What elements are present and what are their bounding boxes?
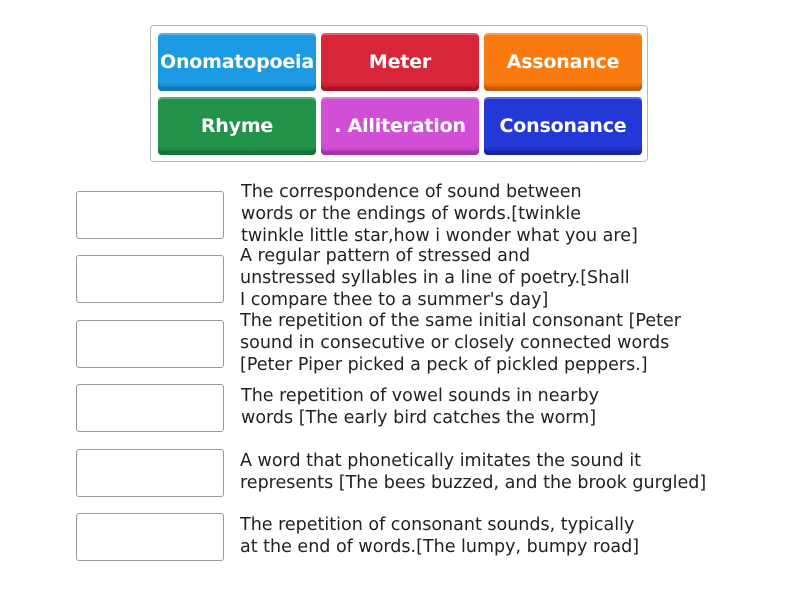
clue-4: [241, 385, 761, 429]
answer-tile-bank: [150, 25, 648, 162]
drop-slot-6[interactable]: [76, 513, 224, 561]
drop-slot-4[interactable]: [76, 384, 224, 432]
drop-slot-5[interactable]: [76, 449, 224, 497]
drop-slot-1[interactable]: [76, 191, 224, 239]
clue-1: [241, 181, 761, 247]
tile-assonance[interactable]: [484, 33, 642, 91]
tile-onomatopoeia[interactable]: [158, 33, 316, 91]
tile-label: Assonance: [506, 51, 620, 73]
tile-rhyme[interactable]: [158, 97, 316, 155]
clue-5: [240, 450, 760, 494]
tile-meter[interactable]: [321, 33, 479, 91]
clue-line: The repetition of the same initial consonant [Peter: [240, 311, 681, 331]
tile-label: . Alliteration: [334, 115, 466, 137]
tile-label: Consonance: [499, 115, 627, 137]
tile-label: Onomatopoeia: [160, 51, 314, 73]
clue-line: A regular pattern of stressed and: [240, 246, 531, 266]
drop-slot-2[interactable]: [76, 255, 224, 303]
clue-3: [240, 310, 760, 376]
clue-6: [240, 514, 760, 558]
tile-alliteration[interactable]: [321, 97, 479, 155]
clue-line: words [The early bird catches the worm]: [241, 408, 597, 428]
clue-2: [240, 245, 760, 311]
clue-line: represents [The bees buzzed, and the brook gurgled]: [240, 473, 707, 493]
clue-line: I compare thee to a summer's day]: [240, 290, 549, 310]
clue-line: sound in consecutive or closely connected words: [240, 333, 670, 353]
tile-label: Meter: [368, 51, 432, 73]
clue-line: words or the endings of words.[twinkle: [241, 204, 581, 224]
tile-label: Rhyme: [200, 115, 274, 137]
clue-line: The correspondence of sound between: [241, 182, 582, 202]
drop-slot-3[interactable]: [76, 320, 224, 368]
clue-line: unstressed syllables in a line of poetry.[Shall: [240, 268, 630, 288]
clue-line: [Peter Piper picked a peck of pickled peppers.]: [240, 355, 648, 375]
tile-consonance[interactable]: [484, 97, 642, 155]
clue-line: at the end of words.[The lumpy, bumpy road]: [240, 537, 640, 557]
clue-line: twinkle little star,how i wonder what you are]: [241, 226, 638, 246]
clue-line: A word that phonetically imitates the sound it: [240, 451, 642, 471]
clue-line: The repetition of consonant sounds, typically: [240, 515, 635, 535]
clue-line: The repetition of vowel sounds in nearby: [241, 386, 599, 406]
